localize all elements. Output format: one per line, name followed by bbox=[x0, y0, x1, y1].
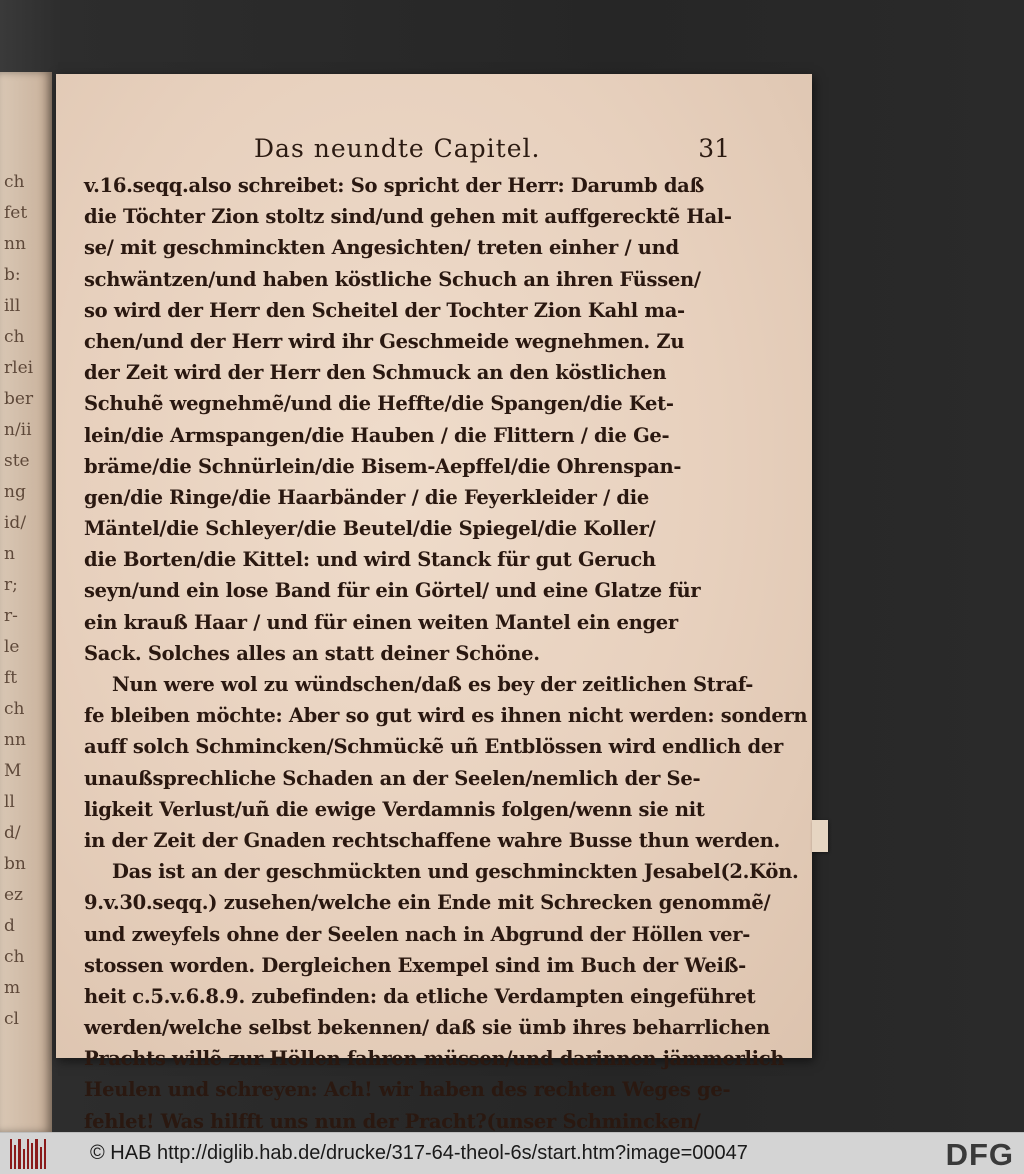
text-line: ein krauß Haar / und für einen weiten Mantel ein enger bbox=[84, 610, 678, 634]
previous-page-fragment: b: bbox=[4, 265, 21, 285]
previous-page-fragment: nn bbox=[4, 730, 26, 750]
previous-page-fragment: ch bbox=[4, 327, 25, 347]
previous-page-fragment: ch bbox=[4, 172, 25, 192]
previous-page-fragment: ft bbox=[4, 668, 18, 688]
text-line: Heulen und schreyen: Ach! wir haben des rechten Weges ge- bbox=[84, 1078, 731, 1102]
previous-page-fragment: cl bbox=[4, 1009, 19, 1029]
previous-page-fragment: ll bbox=[4, 792, 15, 812]
previous-page-fragment: r- bbox=[4, 606, 18, 626]
logo-bar bbox=[14, 1145, 16, 1169]
logo-bar bbox=[27, 1139, 29, 1169]
page-text bbox=[84, 170, 808, 1132]
previous-page-fragment: ber bbox=[4, 389, 34, 409]
text-line: Das ist an der geschmückten und geschminckten Jesabel(2.Kön. bbox=[112, 860, 799, 884]
previous-page-fragment: n bbox=[4, 544, 15, 564]
hab-logo-icon bbox=[10, 1139, 46, 1169]
previous-page-fragment: ste bbox=[4, 451, 30, 471]
previous-page-fragment: ez bbox=[4, 885, 24, 905]
previous-page-fragment: m bbox=[4, 978, 21, 998]
logo-bar bbox=[18, 1139, 20, 1169]
book-page bbox=[56, 74, 812, 1132]
logo-bar bbox=[44, 1139, 46, 1169]
logo-bar bbox=[10, 1139, 12, 1169]
logo-bar bbox=[31, 1143, 33, 1169]
text-line: die Töchter Zion stoltz sind/und gehen mit auffgerecktẽ Hal- bbox=[84, 205, 732, 229]
text-line: Sack. Solches alles an statt deiner Schöne. bbox=[84, 641, 540, 665]
text-line: der Zeit wird der Herr den Schmuck an den köstlichen bbox=[84, 361, 667, 385]
previous-page-fragment: bn bbox=[4, 854, 26, 874]
text-line: fe bleiben möchte: Aber so gut wird es ihnen nicht werden: sondern bbox=[84, 704, 808, 728]
previous-page-fragment: ch bbox=[4, 699, 25, 719]
previous-page-fragment: fet bbox=[4, 203, 28, 223]
previous-page-fragment: d/ bbox=[4, 823, 21, 843]
text-line: v.16.seqq.also schreibet: So spricht der Herr: Darumb daß bbox=[84, 174, 705, 197]
previous-page-fragment: M bbox=[4, 761, 22, 781]
text-line: ligkeit Verlust/uñ die ewige Verdamnis folgen/wenn sie nit bbox=[84, 797, 705, 821]
previous-page-fragment: ill bbox=[4, 296, 21, 316]
footer-bar bbox=[0, 1132, 1024, 1174]
text-line: Prachts willẽ zur Höllen fahren müssen/und darinnen jämmerlich bbox=[84, 1047, 785, 1071]
page-number: 31 bbox=[698, 134, 730, 163]
text-line: die Borten/die Kittel: und wird Stanck für gut Geruch bbox=[84, 548, 656, 572]
previous-page-fragment: n/ii bbox=[4, 420, 32, 440]
page-header bbox=[254, 132, 730, 166]
text-line: 9.v.30.seqq.) zusehen/welche ein Ende mit Schrecken genommẽ/ bbox=[84, 891, 771, 915]
text-line: lein/die Armspangen/die Hauben / die Flittern / die Ge- bbox=[84, 423, 670, 447]
text-line: bräme/die Schnürlein/die Bisem-Aepffel/die Ohrenspan- bbox=[84, 454, 682, 478]
text-line: werden/welche selbst bekennen/ daß sie ümb ihres beharrlichen bbox=[84, 1016, 770, 1040]
text-line: Schuhẽ wegnehmẽ/und die Hefftе/die Spangen/die Ket- bbox=[84, 392, 674, 416]
text-line: so wird der Herr den Scheitel der Tochter Zion Kahl ma- bbox=[84, 298, 685, 322]
previous-page-edge bbox=[0, 72, 52, 1132]
previous-page-fragment: rlei bbox=[4, 358, 34, 378]
text-line: fehlet! Was hilfft uns nun der Pracht?(unser Schmincken/ bbox=[84, 1109, 701, 1132]
copyright-link[interactable]: © HAB http://diglib.hab.de/drucke/317-64-theol-6s/start.htm?image=00047 bbox=[90, 1142, 748, 1164]
text-line: Mäntel/die Schleyer/die Beutel/die Spiegel/die Koller/ bbox=[84, 517, 656, 541]
text-line: und zweyfels ohne der Seelen nach in Abgrund der Höllen ver- bbox=[84, 922, 750, 946]
logo-bar bbox=[40, 1147, 42, 1169]
text-line: stossen worden. Dergleichen Exempel sind im Buch der Weiß- bbox=[84, 953, 746, 977]
text-line: Nun were wol zu wündschen/daß es bey der zeitlichen Straf- bbox=[112, 673, 754, 696]
running-title: Das neundte Capitel. bbox=[254, 134, 541, 163]
text-line: seyn/und ein lose Band für ein Görtel/ und eine Glatze für bbox=[84, 579, 701, 603]
previous-page-fragment: d bbox=[4, 916, 15, 936]
previous-page-fragment: ng bbox=[4, 482, 26, 502]
text-line: schwäntzen/und haben köstliche Schuch an ihren Füssen/ bbox=[84, 267, 701, 291]
previous-page-fragment: id/ bbox=[4, 513, 27, 533]
previous-page-fragment: r; bbox=[4, 575, 18, 595]
previous-page-fragment: le bbox=[4, 637, 20, 657]
dfg-logo: DFG bbox=[945, 1137, 1014, 1172]
page-tab-marker bbox=[812, 820, 828, 852]
text-line: chen/und der Herr wird ihr Geschmeide wegnehmen. Zu bbox=[84, 329, 685, 353]
text-line: auff solch Schmincken/Schmückẽ uñ Entblössen wird endlich der bbox=[84, 735, 783, 759]
text-line: heit c.5.v.6.8.9. zubefinden: da etliche Verdampten eingeführet bbox=[84, 984, 756, 1008]
text-line: gen/die Ringe/die Haarbänder / die Feyerkleider / die bbox=[84, 485, 649, 509]
logo-bar bbox=[35, 1139, 37, 1169]
text-line: in der Zeit der Gnaden rechtschaffene wahre Busse thun werden. bbox=[84, 828, 780, 852]
previous-page-fragment: nn bbox=[4, 234, 26, 254]
text-line: unaußsprechliche Schaden an der Seelen/nemlich der Se- bbox=[84, 766, 701, 790]
logo-bar bbox=[23, 1149, 25, 1169]
text-line: se/ mit geschminckten Angesichten/ treten einher / und bbox=[84, 236, 679, 260]
previous-page-fragment: ch bbox=[4, 947, 25, 967]
